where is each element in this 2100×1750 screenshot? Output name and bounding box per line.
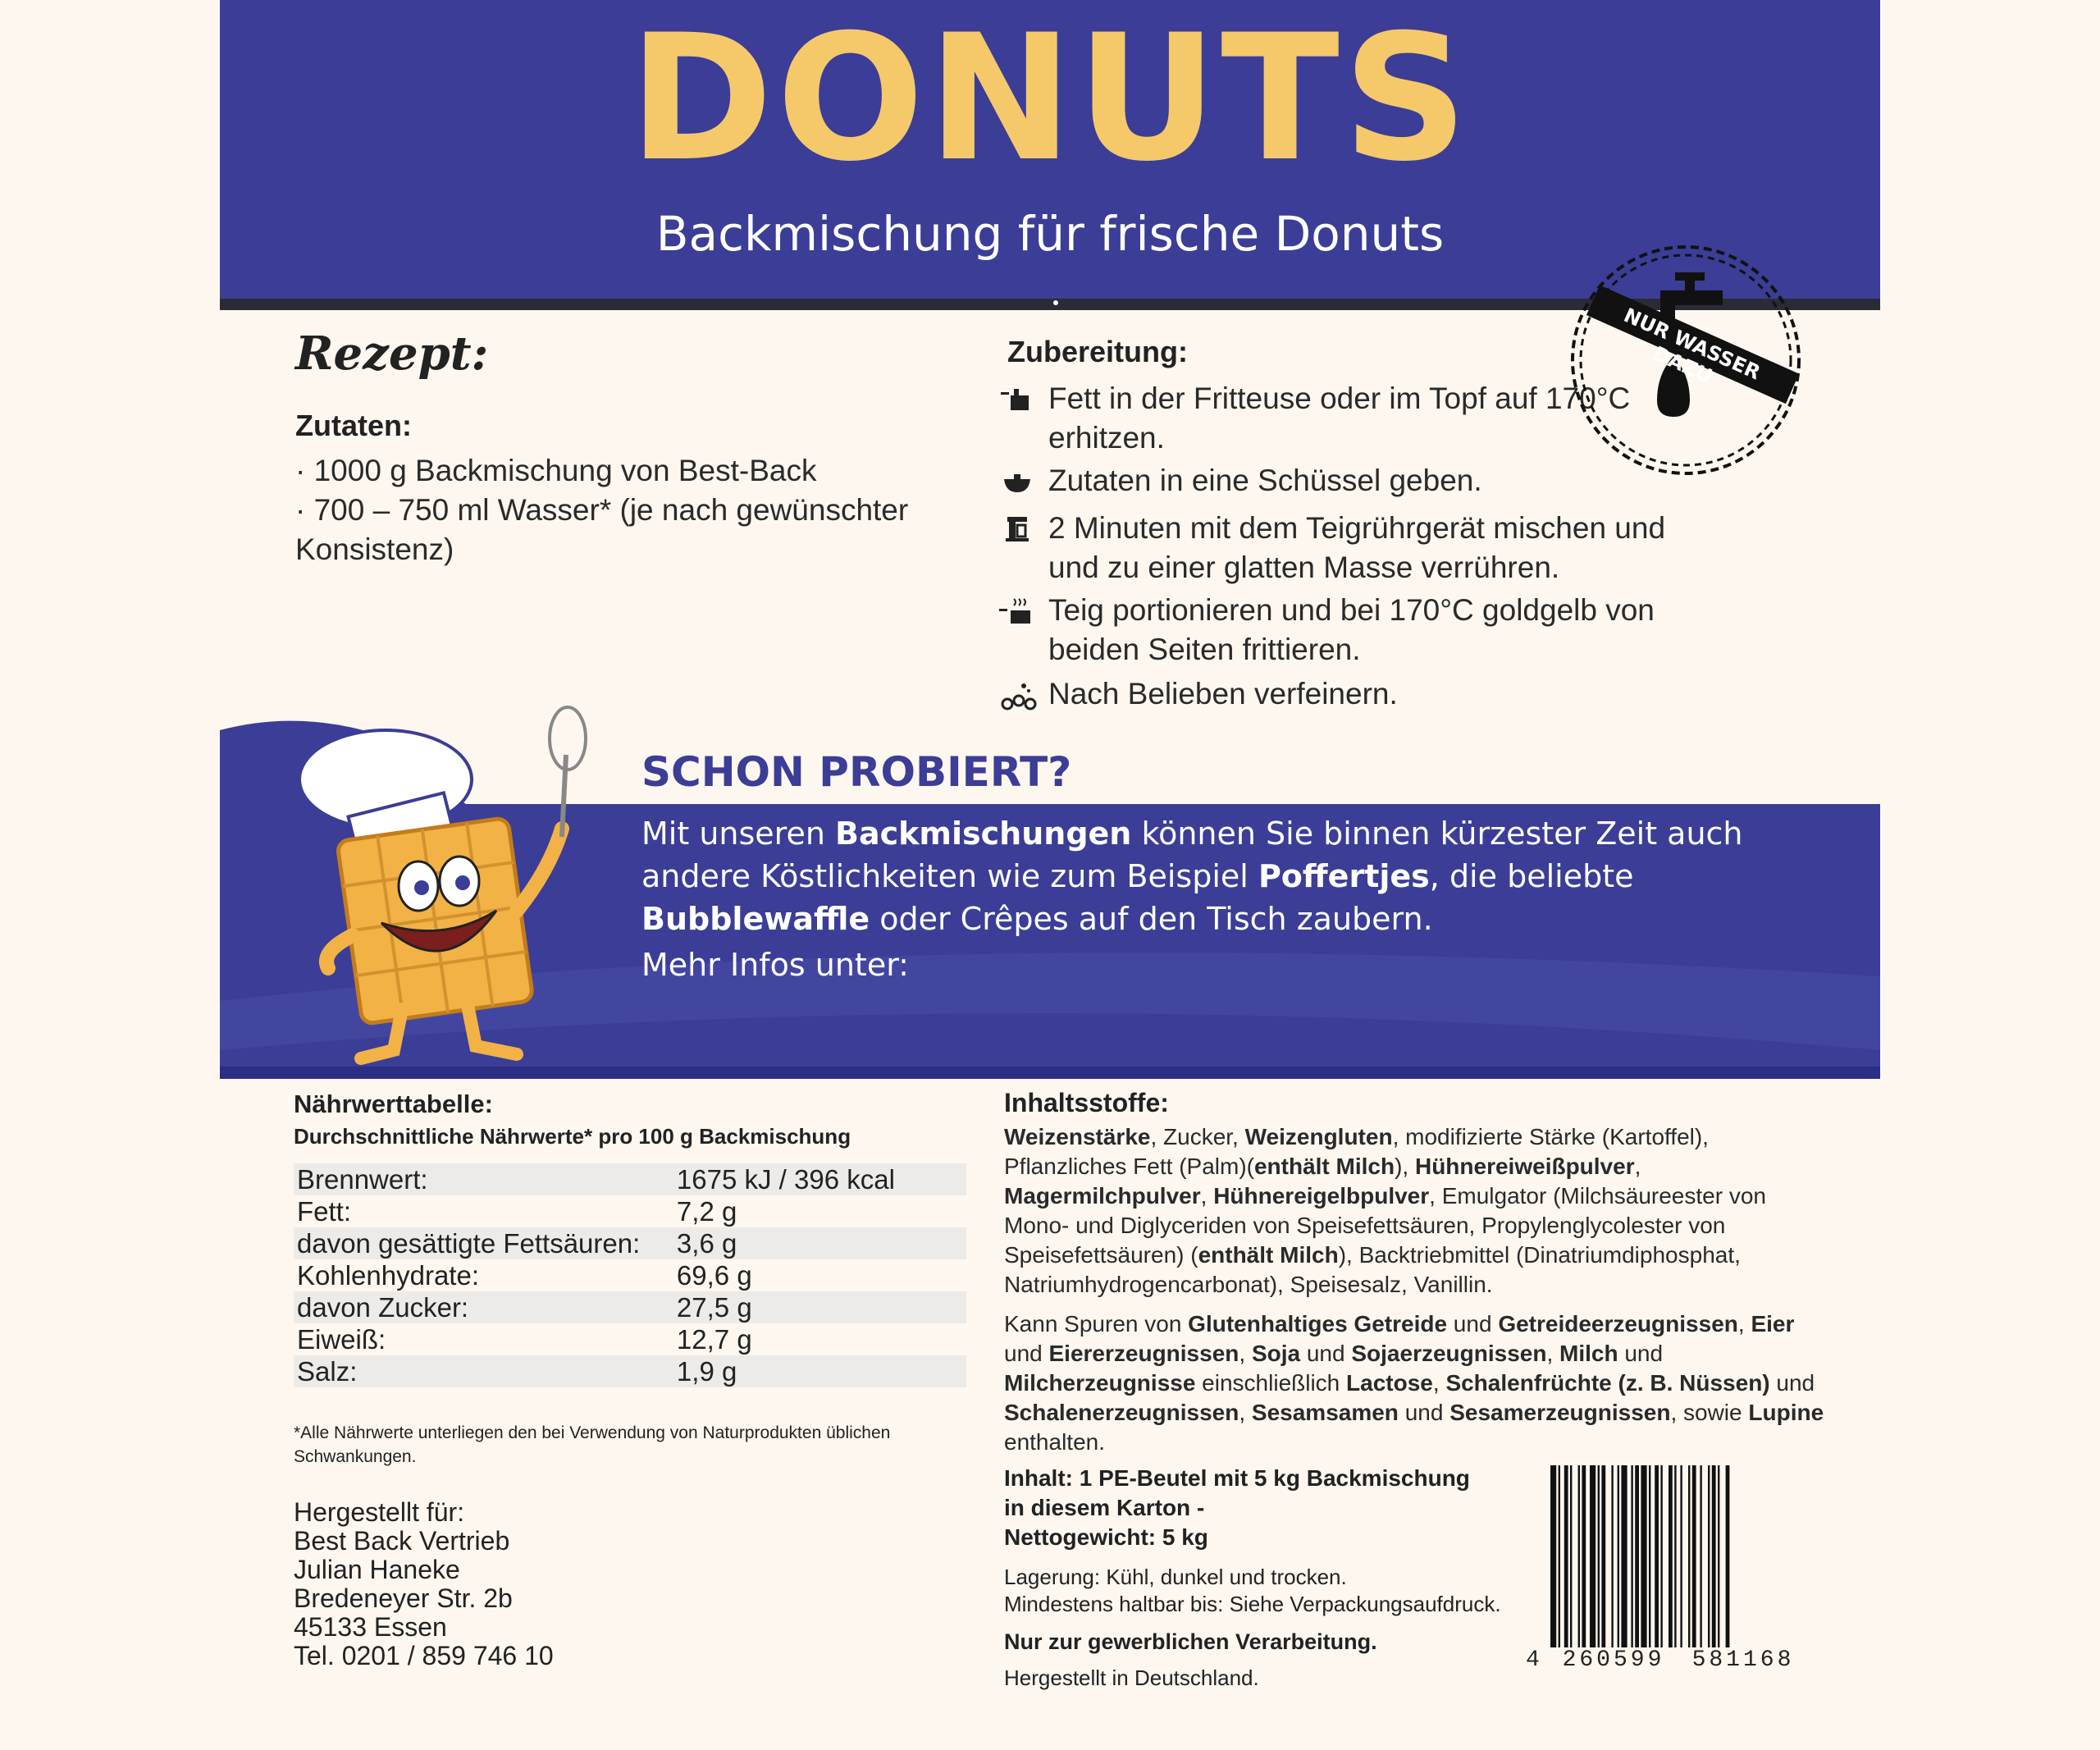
ingredient-item: · 700 – 750 ml Wasser* (je nach gewünschter Konsistenz)	[295, 493, 909, 566]
ingredient-item: · 1000 g Backmischung von Best-Back	[295, 454, 817, 487]
barcode-bar	[1692, 1465, 1696, 1647]
chef-waffle-mascot	[279, 706, 623, 1067]
product-subtitle: Backmischung für frische Donuts	[655, 206, 1445, 262]
origin-note: Hergestellt in Deutschland.	[1004, 1665, 1259, 1690]
barcode-bar	[1655, 1465, 1659, 1647]
barcode-digits-right: 581168	[1691, 1647, 1795, 1673]
table-row: Salz: 1,9 g	[294, 1355, 966, 1387]
nutrition-table	[294, 1163, 966, 1387]
barcode-bar	[1611, 1465, 1613, 1647]
recipe-heading: Rezept:	[295, 327, 489, 381]
barcode-bar	[1582, 1465, 1586, 1647]
barcode-bar	[1601, 1465, 1605, 1647]
step-text: Fett in der Fritteuse oder im Topf auf 170°C erhitzen.	[1048, 382, 1631, 455]
promo-text: Mit unseren Backmischungen können Sie binnen kürzester Zeit auch andere Köstlichkeiten wie zum Beispiel Poffertjes, die beliebte Bubblewaffle oder Crêpes auf den Tisch zaubern. Mehr Infos unter:	[641, 812, 1806, 986]
manufacturer-address: Hergestellt für: Best Back Vertrieb Julian Haneke Bredeneyer Str. 2b 45133 Essen Tel. 0201 / 859 746 10	[294, 1497, 554, 1670]
step-text: 2 Minuten mit dem Teigrührgerät mischen und und zu einer glatten Masse verrühren.	[1048, 511, 1666, 584]
mixer-icon	[999, 509, 1048, 553]
barcode-digits-left: 260599	[1562, 1647, 1665, 1673]
table-row: Brennwert: 1675 kJ / 396 kcal	[294, 1163, 966, 1195]
ingredients-heading: Zutaten:	[295, 409, 412, 442]
barcode-bar	[1559, 1465, 1560, 1647]
ingredients-list-heading: Inhaltsstoffe:	[1004, 1088, 1169, 1117]
bowl-icon	[999, 461, 1048, 505]
barcode-bar	[1708, 1465, 1710, 1647]
barcode-bar	[1680, 1465, 1682, 1647]
barcode-bar	[1621, 1465, 1627, 1647]
barcode-bar	[1618, 1465, 1619, 1647]
barcode-bar	[1631, 1465, 1632, 1647]
table-row: Fett: 7,2 g	[297, 1196, 737, 1227]
header-dot	[1053, 300, 1058, 305]
barcode-digit-first: 4	[1526, 1647, 1540, 1673]
table-row: davon gesättigte Fettsäuren: 3,6 g	[294, 1227, 966, 1259]
step-item	[999, 509, 1705, 587]
barcode-bar	[1590, 1465, 1596, 1647]
barcode-bar	[1688, 1465, 1690, 1647]
barcode-bar	[1649, 1465, 1650, 1647]
barcode	[1526, 1465, 1813, 1679]
commercial-use-note: Nur zur gewerblichen Verarbeitung.	[1004, 1629, 1377, 1654]
preparation-heading: Zubereitung:	[1007, 335, 1188, 368]
barcode-bar	[1669, 1465, 1673, 1647]
storage-info: Lagerung: Kühl, dunkel und trocken. Mindestens haltbar bis: Siehe Verpackungsaufdruck.	[1004, 1565, 1501, 1616]
barcode-bar	[1635, 1465, 1639, 1647]
barcode-bar	[1718, 1465, 1719, 1647]
barcode-bar	[1578, 1465, 1580, 1647]
barcode-bar	[1674, 1465, 1676, 1647]
step-text: Nach Belieben verfeinern.	[1048, 677, 1398, 711]
fryer-icon	[999, 379, 1048, 423]
nutrition-subheading: Durchschnittliche Nährwerte* pro 100 g Backmischung	[294, 1124, 851, 1149]
allergen-paragraph: Kann Spuren von Glutenhaltiges Getreide und Getreideerzeugnissen, Eier und Eiererzeugnissen, Soja und Sojaerzeugnissen, Milch und Milcherzeugnisse einschließlich Lactose, Schalenfrüchte (z. B. Nüssen) und Schalenerzeugnissen, Sesamsamen und Sesamerzeugnissen, sowie Lupine enthalten.	[1004, 1311, 1824, 1455]
barcode-bar	[1570, 1465, 1572, 1647]
ingredients-paragraph: Weizenstärke, Zucker, Weizengluten, modifizierte Stärke (Kartoffel), Pflanzliches Fett (Palm)(enthält Milch), Hühnereiweißpulver, Magermilchpulver, Hühnereigelbpulver, Emulgator (Milchsäureester von Mono- und Diglyceriden von Speisefettsäuren, Propylenglycolester von Speisefettsäuren) (enthält Milch), Backtriebmittel (Dinatriumdiphosphat, Natriumhydrogencarbonat), Speisesalz, Vanillin.	[1004, 1124, 1766, 1297]
stamp-text: NUR WASSER DAZU	[1620, 304, 1764, 388]
barcode-bar	[1660, 1465, 1662, 1647]
nutrition-heading: Nährwerttabelle:	[294, 1090, 493, 1118]
barcode-bar	[1712, 1465, 1716, 1647]
barcode-bar	[1564, 1465, 1568, 1647]
barcode-bar	[1726, 1465, 1730, 1647]
table-row: davon Zucker: 27,5 g	[294, 1291, 966, 1323]
frying-icon	[999, 591, 1048, 637]
table-row: Eiweiß: 12,7 g	[297, 1324, 752, 1355]
step-text: Teig portionieren und bei 170°C goldgelb von beiden Seiten frittieren.	[1048, 593, 1655, 666]
water-only-stamp	[1568, 243, 1803, 477]
barcode-bar	[1598, 1465, 1600, 1647]
step-item	[999, 591, 1705, 669]
barcode-bar	[1700, 1465, 1701, 1647]
barcode-bar	[1550, 1465, 1556, 1647]
package-content: Inhalt: 1 PE-Beutel mit 5 kg Backmischung in diesem Karton - Nettogewicht: 5 kg	[1004, 1465, 1470, 1550]
barcode-bar	[1641, 1465, 1646, 1647]
nutrition-footnote: *Alle Nährwerte unterliegen den bei Verwendung von Naturprodukten üblichen Schwankungen.	[294, 1423, 891, 1466]
promo-more-info: Mehr Infos unter:	[641, 947, 909, 983]
step-text: Zutaten in eine Schüssel geben.	[1048, 464, 1482, 497]
promo-title: SCHON PROBIERT?	[641, 748, 1072, 796]
tap-icon	[1660, 272, 1723, 318]
ingredients-list	[295, 451, 952, 569]
table-row: Kohlenhydrate: 69,6 g	[297, 1260, 752, 1291]
product-title: DONUTS	[628, 0, 1472, 199]
